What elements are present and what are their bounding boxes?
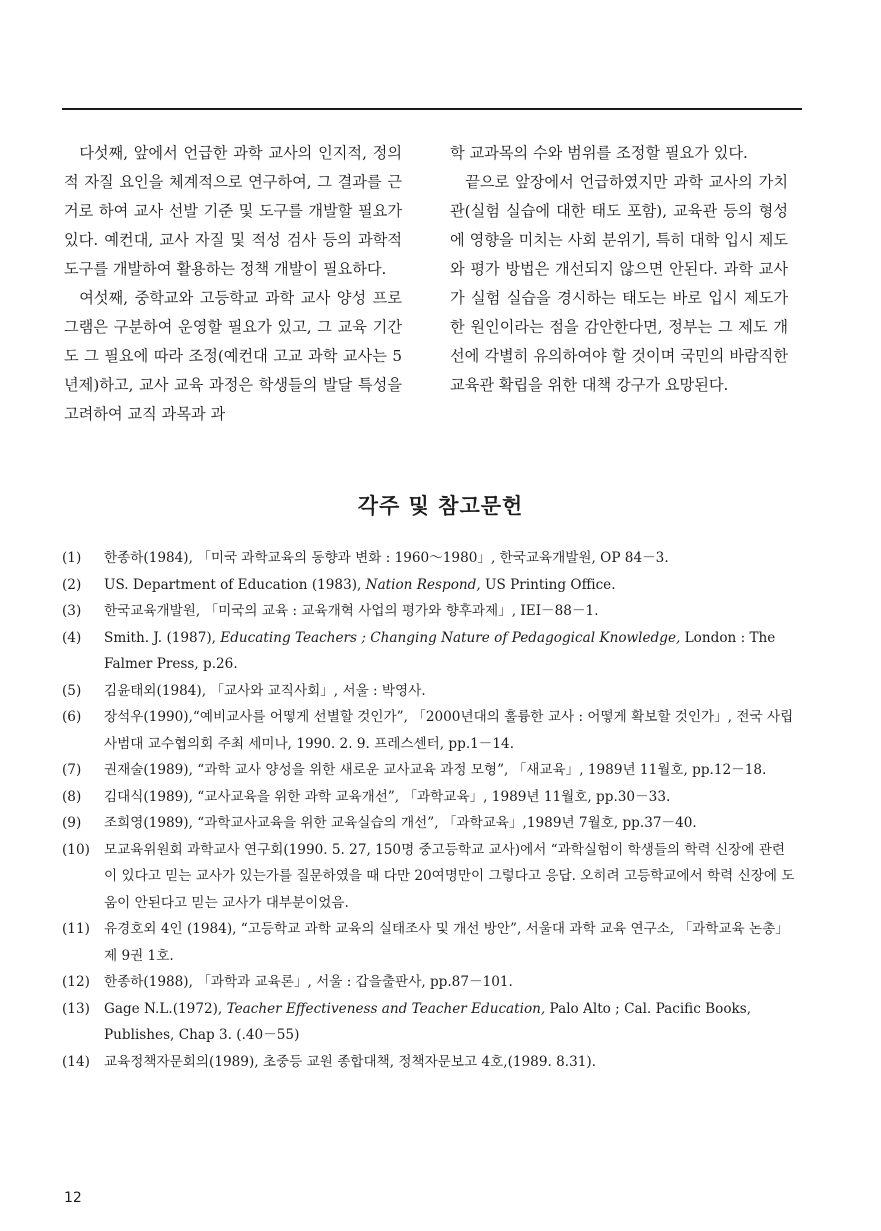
reference-number: (4) bbox=[62, 629, 82, 646]
reference-item bbox=[62, 916, 797, 969]
reference-text: 장석우(1990),“예비교사를 어떻게 선별할 것인가”, 「2000년대의 훌륭한 교사 : 어떻게 확보할 것인가」, 전국 사립 사범대 교수협의회 주최 세미나, 1990. 2. 9. 프레스센터, pp.1－14. bbox=[104, 709, 794, 752]
reference-number: (7) bbox=[62, 762, 82, 778]
body-column-right bbox=[450, 139, 788, 400]
reference-number: (13) bbox=[62, 1000, 90, 1017]
body-paragraph: 학 교과목의 수와 범위를 조정할 필요가 있다. bbox=[450, 144, 748, 162]
reference-item bbox=[62, 598, 797, 625]
reference-number: (9) bbox=[62, 815, 82, 831]
reference-text: 모교육위원회 과학교사 연구회(1990. 5. 27, 150명 중고등학교 교사)에서 “과학실험이 학생들의 학력 신장에 관련이 있다고 믿는 교사가 있는가를 질문하였을 때 다만 20여명만이 그렇다고 응답. 오히려 고등학교에서 학력 신장에 도움이 안된다고 믿는 교사가 대부분이었음. bbox=[104, 841, 795, 911]
reference-text: 조희영(1989), “과학교사교육을 위한 교육실습의 개선”, 「과학교육」,1989년 7월호, pp.37－40. bbox=[104, 815, 697, 831]
reference-text: 유경호외 4인 (1984), “고등학교 과학 교육의 실태조사 및 개선 방안”, 서울대 과학 교육 연구소, 「과학교육 논총」 제 9권 1호. bbox=[104, 921, 789, 964]
body-paragraph: 끝으로 앞장에서 언급하였지만 과학 교사의 가치관(실험 실습에 대한 태도 포함), 교육관 등의 형성에 영향을 미치는 사회 분위기, 특히 대학 입시 제도와 평가 방법은 개선되지 않으면 안된다. 과학 교사가 실험 실습을 경시하는 태도는 바로 입시 제도가 한 원인이라는 점을 감안한다면, 정부는 그 제도 개선에 각별히 유의하여야 할 것이며 국민의 바람직한 교육관 확립을 위한 대책 강구가 요망된다. bbox=[450, 173, 788, 394]
reference-number: (3) bbox=[62, 603, 82, 619]
reference-item bbox=[62, 678, 797, 705]
reference-item bbox=[62, 1049, 797, 1076]
reference-number: (1) bbox=[62, 550, 82, 566]
reference-item bbox=[62, 757, 797, 784]
reference-number: (14) bbox=[62, 1053, 90, 1070]
reference-item bbox=[62, 969, 797, 996]
body-column-left bbox=[64, 139, 402, 429]
reference-title: Teacher Effectiveness and Teacher Education, bbox=[226, 1000, 546, 1017]
reference-item bbox=[62, 810, 797, 837]
reference-number: (5) bbox=[62, 682, 82, 699]
reference-item bbox=[62, 625, 797, 678]
reference-item bbox=[62, 996, 797, 1049]
reference-number: (11) bbox=[62, 921, 90, 937]
reference-text: 한국교육개발원, 「미국의 교육 : 교육개혁 사업의 평가와 향후과제」, IEI－88－1. bbox=[104, 603, 599, 619]
reference-list bbox=[62, 545, 797, 1075]
reference-number: (2) bbox=[62, 576, 82, 593]
reference-text: 김대식(1989), “교사교육을 위한 과학 교육개선”, 「과학교육」, 1989년 11월호, pp.30－33. bbox=[104, 788, 671, 805]
reference-text: 권재술(1989), “과학 교사 양성을 위한 새로운 교사교육 과정 모형”, 「새교육」, 1989년 11월호, pp.12－18. bbox=[104, 762, 767, 778]
reference-text: Smith. J. (1987), Educating Teachers ; Changing Nature of Pedagogical Knowledge, London : The Falmer Press, p.26. bbox=[104, 629, 776, 672]
reference-number: (12) bbox=[62, 974, 90, 990]
reference-item bbox=[62, 784, 797, 811]
reference-number: (10) bbox=[62, 841, 90, 858]
reference-text: 김윤태외(1984), 「교사와 교직사회」, 서울 : 박영사. bbox=[104, 682, 426, 699]
reference-text: US. Department of Education (1983), Nation Respond, US Printing Office. bbox=[104, 576, 616, 593]
reference-text: 한종하(1984), 「미국 과학교육의 동향과 변화 : 1960～1980」, 한국교육개발원, OP 84－3. bbox=[104, 550, 669, 566]
reference-title: Nation Respond, bbox=[365, 576, 481, 593]
reference-title: Educating Teachers ; Changing Nature of Pedagogical Knowledge, bbox=[220, 629, 681, 646]
reference-number: (6) bbox=[62, 709, 82, 725]
reference-item bbox=[62, 545, 797, 572]
header-rule bbox=[62, 108, 802, 110]
reference-text: 한종하(1988), 「과학과 교육론」, 서울 : 갑을출판사, pp.87－101. bbox=[104, 974, 513, 990]
reference-item bbox=[62, 704, 797, 757]
reference-item bbox=[62, 837, 797, 917]
page-number: 12 bbox=[64, 1190, 82, 1206]
reference-text: Gage N.L.(1972), Teacher Effectiveness and Teacher Education, Palo Alto ; Cal. Pacific Books, Publishes, Chap 3. (.40－55) bbox=[104, 1000, 752, 1043]
body-paragraph: 여섯째, 중학교와 고등학교 과학 교사 양성 프로그램은 구분하여 운영할 필요가 있고, 그 교육 기간도 그 필요에 따라 조정(예컨대 고교 과학 교사는 5년제)하고, 교사 교육 과정은 학생들의 발달 특성을 고려하여 교직 과목과 과 bbox=[64, 289, 402, 423]
reference-item bbox=[62, 572, 797, 599]
section-title: 각주 및 참고문헌 bbox=[357, 494, 524, 518]
reference-number: (8) bbox=[62, 788, 82, 805]
reference-text: 교육정책자문회의(1989), 초중등 교원 종합대책, 정책자문보고 4호,(1989. 8.31). bbox=[104, 1053, 597, 1070]
body-paragraph: 다섯째, 앞에서 언급한 과학 교사의 인지적, 정의적 자질 요인을 체계적으로 연구하여, 그 결과를 근거로 하여 교사 선발 기준 및 도구를 개발할 필요가 있다. 예컨대, 교사 자질 및 적성 검사 등의 과학적 도구를 개발하여 활용하는 정책 개발이 필요하다. bbox=[64, 144, 402, 278]
